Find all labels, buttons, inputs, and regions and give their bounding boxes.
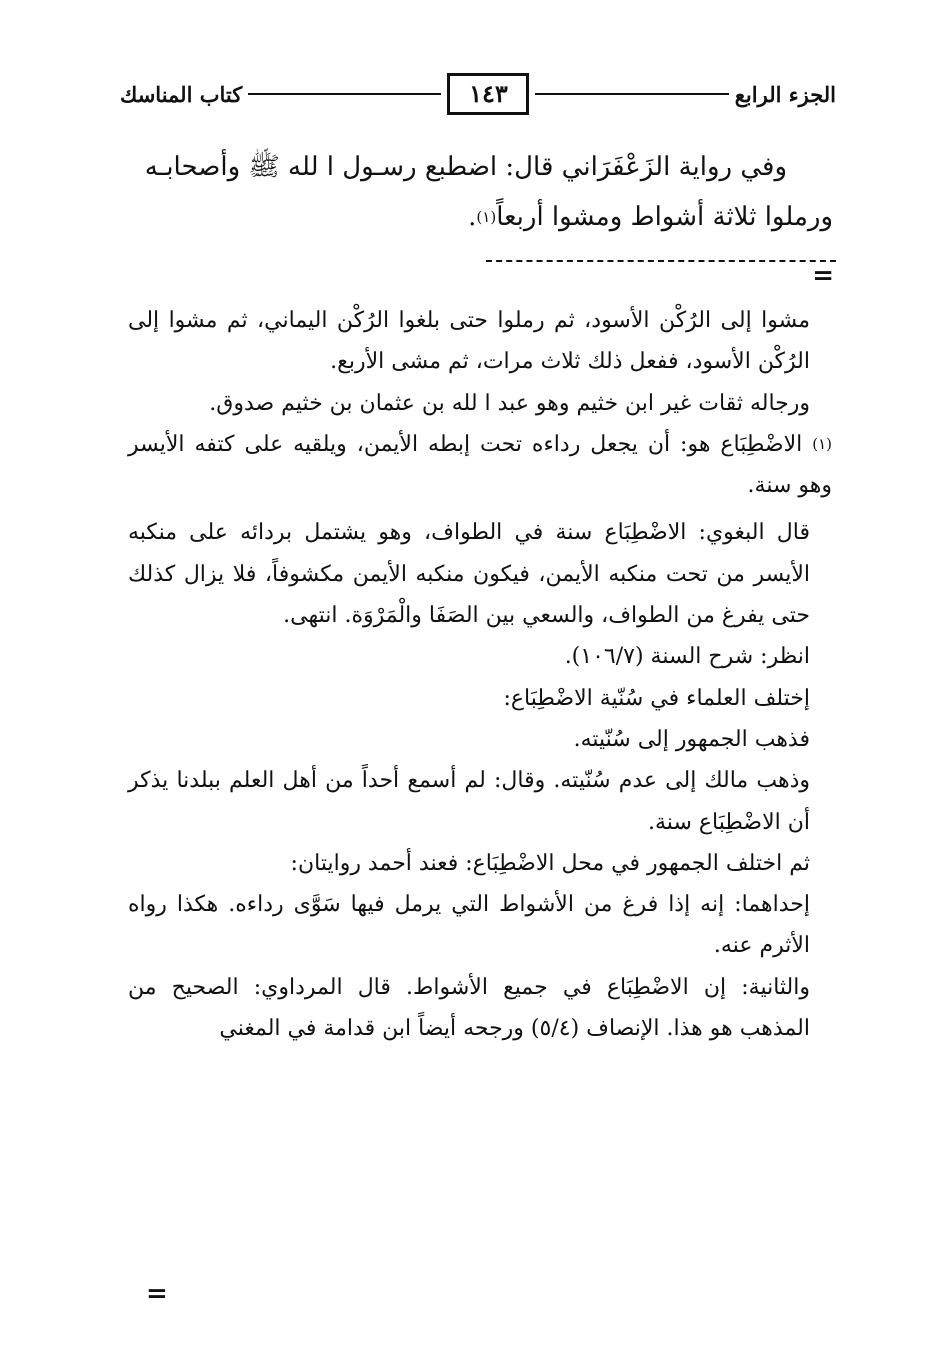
header-rule-right (535, 93, 728, 95)
main-paragraph-line-1: وفي رواية الزَعْفَرَاني قال: اضطبع رسـول ا لله ﷺ وأصحابـه (144, 152, 787, 182)
page-number-box: ١٤٣ (447, 73, 529, 115)
footnote-baghawi: قال البغوي: الاضْطِبَاع سنة في الطواف، وهو يشتمل بردائه على منكبه الأيسر من تحت منكبه الأيمن، فيكون منكبه الأيمن مكشوفاً، فلا يزال كذلك حتى يفرغ من الطواف، والسعي بين الصَفَا والْمَرْوَة. انتهى. (128, 520, 810, 629)
main-paragraph-line-2 (128, 192, 833, 242)
footnote-1 (128, 424, 832, 507)
footnote-continuation-1: مشوا إلى الرُكْن الأسود، ثم رملوا حتى بلغوا الرُكْن اليماني، ثم مشوا إلى الرُكْن الأسود، ففعل ذلك ثلاث مرات، ثم مشى الأربع. (128, 308, 810, 375)
book-title: كتاب المناسك (120, 81, 243, 107)
main-paragraph-text: ورملوا ثلاثة أشواط ومشوا أربعاً (496, 202, 833, 232)
continuation-mark-top: = (812, 261, 834, 291)
footnote-ihdahuma: إحداهما: إنه إذا فرغ من الأشواط التي يرمل فيها سَوَّى رداءه. هكذا رواه الأثرم عنه. (128, 892, 810, 959)
footnote-malik: وذهب مالك إلى عدم سُنّيته. وقال: لم أسمع أحداً من أهل العلم ببلدنا يذكر أن الاضْطِبَاع سنة. (128, 768, 810, 835)
header-rule-left (248, 93, 441, 95)
footnote-jumhur: فذهب الجمهور إلى سُنّيته. (573, 726, 810, 752)
footnote-continuation-2: ورجاله ثقات غير ابن خثيم وهو عبد ا لله بن عثمان بن خثيم صدوق. (209, 390, 810, 416)
footnote-1-marker: (١) (812, 434, 832, 453)
footnote-ikhtilaf: إختلف العلماء في سُنّية الاضْطِبَاع: (503, 685, 810, 711)
main-text (128, 142, 833, 242)
footnote-mahall: ثم اختلف الجمهور في محل الاضْطِبَاع: فعند أحمد روايتان: (290, 850, 810, 876)
main-paragraph-end: . (468, 202, 477, 232)
continuation-mark-bottom: = (146, 1279, 168, 1309)
footnote-reference-sharh: انظر: شرح السنة (١٠٦/٧). (564, 644, 810, 670)
footnote-reference: (١) (476, 208, 497, 226)
footnote-separator (486, 260, 836, 262)
volume-label: الجزء الرابع (734, 81, 836, 107)
page-header (120, 68, 836, 120)
footnote-thaniya: والثانية: إن الاضْطِبَاع في جميع الأشواط. قال المرداوي: الصحيح من المذهب هو هذا. الإنصاف (٥/٤) ورجحه أيضاً ابن قدامة في المغني (128, 974, 810, 1042)
footnotes (128, 300, 832, 1049)
footnote-1-text: الاضْطِبَاع هو: أن يجعل رداءه تحت إبطه الأيمن، ويلقيه على كتفه الأيسر وهو سنة. (128, 431, 832, 499)
